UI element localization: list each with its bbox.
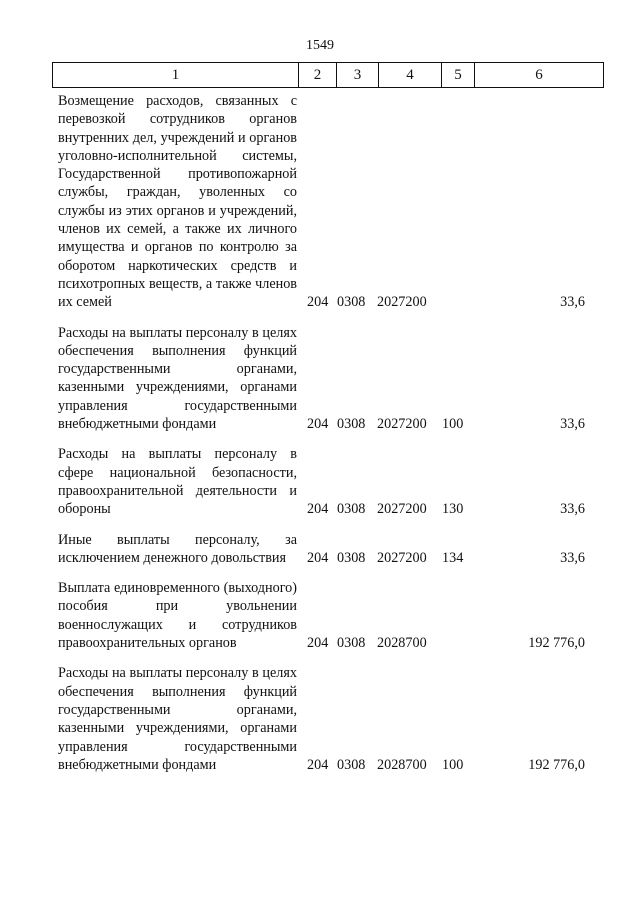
table-row: [52, 324, 597, 434]
row-col-6: 192 776,0: [528, 756, 585, 773]
row-description: Расходы на выплаты персоналу в целях обеспечения выполнения функций государственными органами, казенными учреждениями, органами управления государственными внебюджетными фондами: [58, 324, 297, 433]
row-col-2: 204: [307, 501, 329, 518]
row-col-4: 2027200: [377, 501, 427, 518]
table-row: [52, 531, 597, 568]
page-number: 1549: [306, 38, 334, 53]
table-row: [52, 92, 597, 312]
row-description: Иные выплаты персоналу, за исключением денежного довольствия: [58, 531, 297, 566]
row-col-2: 204: [307, 416, 329, 433]
row-col-4: 2028700: [377, 756, 427, 773]
row-description: Возмещение расходов, связанных с перевозкой сотрудников органов внутренних дел, учреждений и органов уголовно-исполнительной системы, Государственной противопожарной службы, граждан, уволенных со службы из этих органов и учреждений, членов их семей, а также их личного имущества и органов по контролю за оборотом наркотических средств и психотропных веществ, а также членов их семей: [58, 93, 297, 311]
row-col-3: 0308: [337, 501, 366, 518]
row-description: Выплата единовременного (выходного) пособия при увольнении военнослужащих и сотрудников правоохранительных органов: [58, 580, 297, 652]
row-col-3: 0308: [337, 756, 366, 773]
row-col-2: 204: [307, 294, 329, 311]
header-col-2: 2: [299, 63, 337, 88]
row-col-4: 2028700: [377, 635, 427, 652]
header-col-3: 3: [337, 63, 379, 88]
header-col-5: 5: [442, 63, 475, 88]
table-row: [52, 579, 597, 652]
row-col-2: 204: [307, 549, 329, 566]
row-col-5: 134: [442, 549, 464, 566]
row-col-5: 100: [442, 416, 464, 433]
header-col-6: 6: [475, 63, 604, 88]
row-col-3: 0308: [337, 549, 366, 566]
row-col-4: 2027200: [377, 294, 427, 311]
row-col-6: 33,6: [560, 501, 585, 518]
table-body: [52, 92, 597, 786]
row-col-6: 33,6: [560, 294, 585, 311]
row-description: Расходы на выплаты персоналу в сфере национальной безопасности, правоохранительной деятельности и обороны: [58, 446, 297, 518]
table-header: [52, 62, 604, 88]
row-col-2: 204: [307, 756, 329, 773]
row-col-4: 2027200: [377, 416, 427, 433]
row-description: Расходы на выплаты персоналу в целях обеспечения выполнения функций государственными органами, казенными учреждениями, органами управления государственными внебюджетными фондами: [58, 665, 297, 773]
row-col-5: 100: [442, 756, 464, 773]
row-col-3: 0308: [337, 416, 366, 433]
table-row: [52, 664, 597, 774]
row-col-3: 0308: [337, 294, 366, 311]
row-col-4: 2027200: [377, 549, 427, 566]
header-col-4: 4: [379, 63, 442, 88]
row-col-6: 192 776,0: [528, 635, 585, 652]
row-col-5: 130: [442, 501, 464, 518]
row-col-6: 33,6: [560, 416, 585, 433]
table-row: [52, 445, 597, 518]
row-col-3: 0308: [337, 635, 366, 652]
header-col-1: 1: [53, 63, 299, 88]
row-col-6: 33,6: [560, 549, 585, 566]
row-col-2: 204: [307, 635, 329, 652]
